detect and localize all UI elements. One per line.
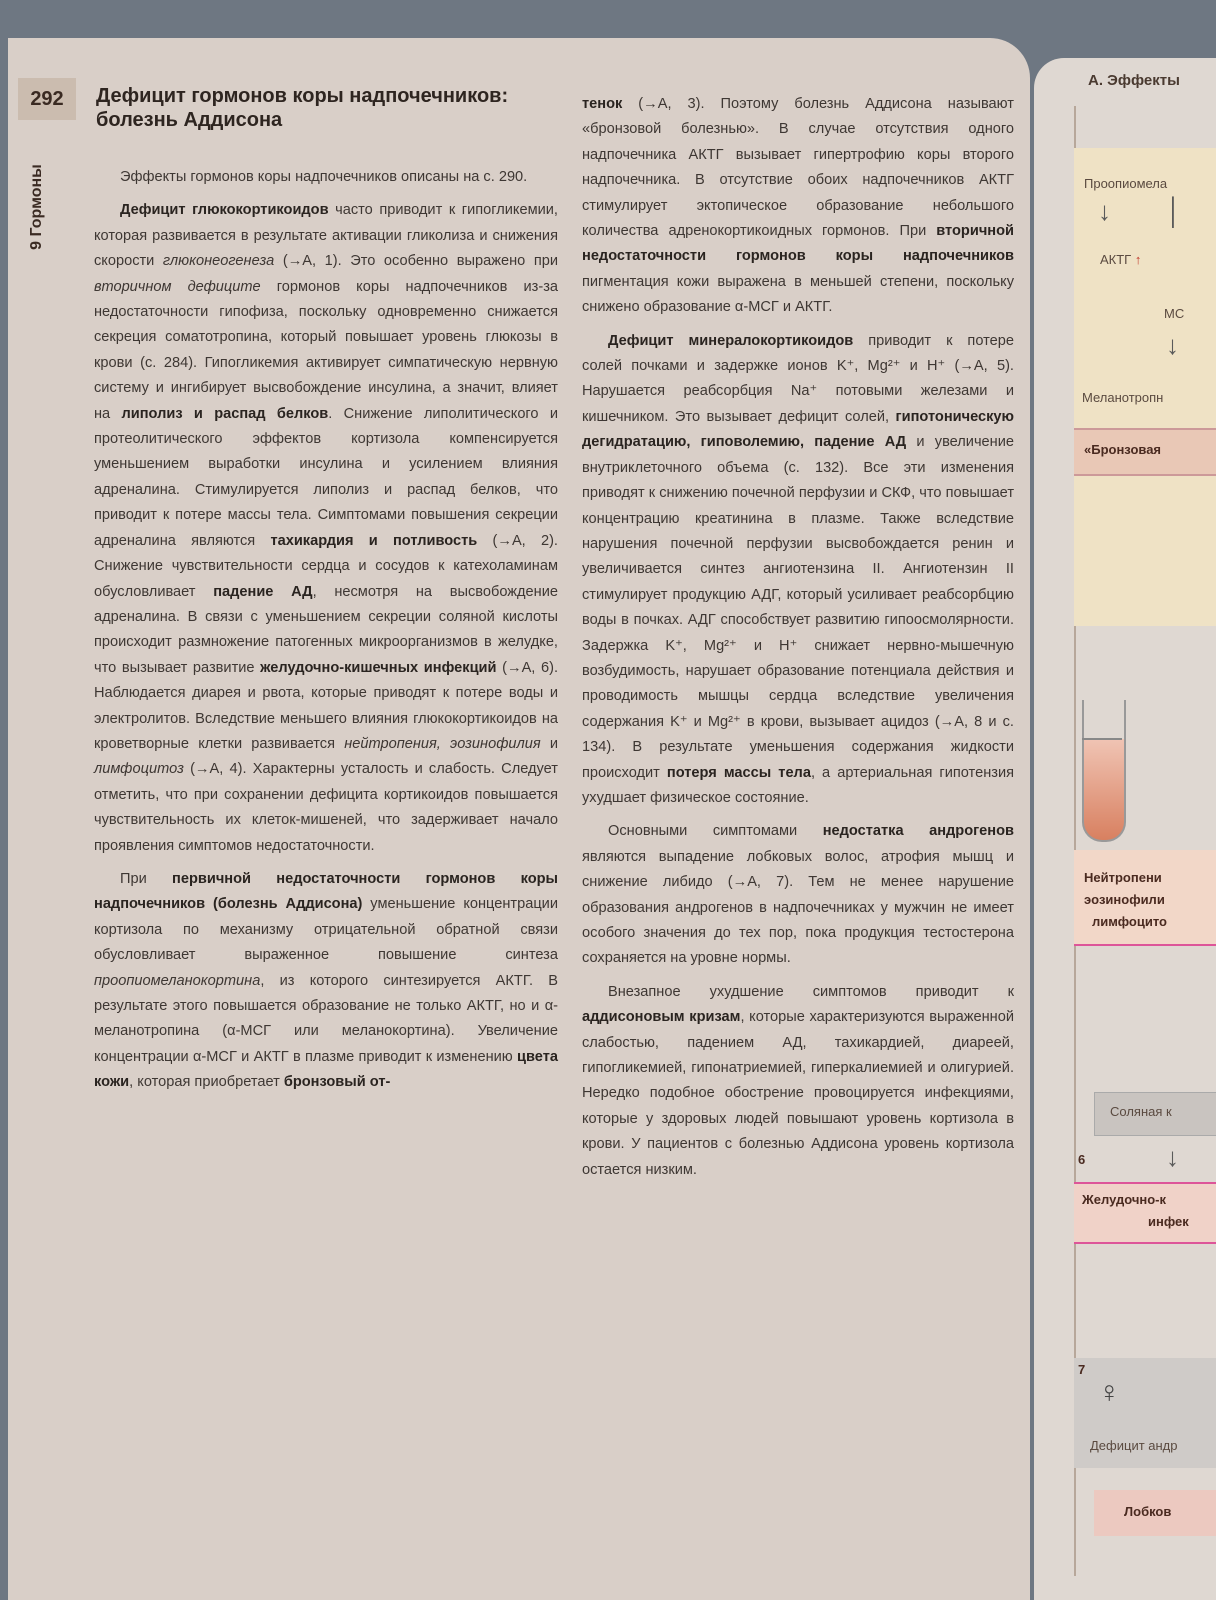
bold-term: потеря массы тела bbox=[666, 764, 811, 781]
text-run: (→А, 4). Характерны усталость и слабость. Следует отметить, что при сохранении дефицита кортикоидов повышается чувствительность их клеток-мишеней, что задерживает начало проявления симптомов недостаточности. bbox=[94, 761, 558, 854]
continued-paragraph bbox=[582, 92, 1014, 321]
right-column bbox=[582, 92, 1014, 1191]
eosinophilia-label: эозинофили bbox=[1084, 892, 1165, 907]
up-arrow-icon: ↑ bbox=[1134, 252, 1142, 267]
msh-label: МС bbox=[1164, 306, 1185, 321]
actg-text: АКТГ bbox=[1100, 252, 1132, 267]
androgen-paragraph bbox=[582, 819, 1014, 971]
crisis-paragraph bbox=[582, 980, 1014, 1183]
text-run: . Снижение липолитического и протеолитического эффектов кортизола компенсируется уменьшением выработки инсулина и усилением влияния адреналина. Стимулируется липолиз и распад белков, что приводит к потере массы тела. Симптомами повышения секреции адреналина являются bbox=[94, 405, 559, 549]
text-run: уменьшение концентрации кортизола по механизму отрицательной обратной связи обусловливает выраженное повышение синтеза bbox=[94, 896, 558, 964]
bold-term: липолиз и распад белков bbox=[121, 405, 329, 422]
down-arrow-icon: ↓ bbox=[1098, 196, 1111, 226]
text-run: (→А, 3). Поэтому болезнь Аддисона называют «бронзовой болезнью». В случае отсутствия одного надпочечника АКТГ вызывает гипертрофию коры второго надпочечника. В отсутствие обоих надпочечников АКТГ стимулирует эктопическое образование небольшого количества адренокортикоидных гормонов. При bbox=[582, 96, 1014, 240]
tube-level-line bbox=[1082, 738, 1122, 740]
bold-term: гипотоническую дегидратацию, гиповолемию, падение АД bbox=[582, 408, 1014, 451]
gi-label-line2: инфек bbox=[1148, 1214, 1189, 1229]
figure-marker-6: 6 bbox=[1078, 1152, 1086, 1167]
italic-term: лимфоцитоз bbox=[94, 761, 184, 778]
bold-term: вторичной недостаточности гормонов коры надпочечников bbox=[582, 223, 1014, 265]
text-run: (→А, 2). Снижение чувствительности сердца и сосудов к катехоламинам обусловливает bbox=[94, 532, 558, 600]
text-run: , из которого синтезируется АКТГ. В результате этого повышается образование не только АКТГ, но и α-меланотропина (α-МСГ или меланокортина). Увеличение концентрации α-МСГ и АКТГ в плазме приводит к изменению bbox=[94, 972, 558, 1065]
bold-term: первичной недостаточности гормонов коры надпочечников (болезнь Аддисона) bbox=[94, 870, 558, 913]
italic-term: нейтропения, эозинофилия bbox=[344, 735, 541, 752]
text-run: Внезапное ухудшение симптомов приводит к bbox=[608, 983, 1014, 1000]
page-number: 292 bbox=[18, 78, 76, 120]
lymphocytosis-label: лимфоцито bbox=[1092, 914, 1167, 929]
mineralocorticoid-paragraph bbox=[582, 329, 1014, 812]
figure-header: А. Эффекты bbox=[1088, 72, 1180, 89]
hcl-label: Соляная к bbox=[1110, 1104, 1172, 1119]
bold-term: цвета кожи bbox=[94, 1048, 558, 1091]
down-arrow-icon: ↓ bbox=[1166, 1142, 1179, 1172]
text-run: и bbox=[540, 735, 558, 752]
melanotropin-label: Меланотропн bbox=[1082, 390, 1164, 405]
gi-label-line1: Желудочно-к bbox=[1082, 1192, 1167, 1207]
text-run: приводит к потере солей почками и задержке ионов K⁺, Mg²⁺ и H⁺ (→А, 5). Нарушается реабсорбция Na⁺ потовыми железами и кишечником. Это вызывает дефицит солей, bbox=[582, 332, 1014, 425]
italic-term: глюконеогенеза bbox=[162, 253, 275, 270]
figure-marker-7: 7 bbox=[1078, 1362, 1086, 1377]
bold-term: Дефицит минералокортикоидов bbox=[608, 332, 854, 349]
bold-term: Дефицит глюкокортикоидов bbox=[120, 202, 329, 219]
down-arrow-icon: ↓ bbox=[1166, 330, 1179, 360]
text-run: являются выпадение лобковых волос, атрофия мышц и снижение либидо (→А, 7). Тем не менее нарушение образования андрогенов в надпочечниках у мужчин не имеет особого значения до тех пор, пока продукция тестостерона сохраняется на уровне нормы. bbox=[582, 848, 1014, 967]
proopiomelanocortin-label: Проопиомела bbox=[1084, 176, 1168, 191]
addison-paragraph bbox=[94, 867, 558, 1096]
left-column bbox=[94, 165, 558, 1104]
bold-term: падение АД bbox=[213, 583, 313, 600]
intro-paragraph: Эффекты гормонов коры надпочечников описаны на с. 290. bbox=[120, 169, 528, 185]
italic-term: вторичном дефиците bbox=[94, 278, 261, 295]
bronze-label: «Бронзовая bbox=[1084, 442, 1162, 457]
neutropenia-label: Нейтропени bbox=[1084, 870, 1162, 885]
text-run: При bbox=[120, 870, 173, 887]
test-tube-icon bbox=[1082, 700, 1126, 842]
androgen-deficit-label: Дефицит андр bbox=[1090, 1438, 1178, 1453]
text-run: , а артериальная гипотензия ухудшает физическое состояние. bbox=[582, 764, 1015, 806]
bold-term: тенок bbox=[582, 96, 623, 112]
text-run: (→А, 6). Наблюдается диарея и рвота, которые приводят к потере воды и электролитов. Вследствие меньшего влияния глюкокортикоидов на кроветворные клетки развивается bbox=[94, 659, 558, 752]
figure-yellow-panel bbox=[1074, 148, 1216, 626]
text-run: пигментация кожи выражена в меньшей степени, поскольку снижено образование α-МСГ и АКТГ. bbox=[582, 273, 1014, 316]
bold-term: бронзовый от- bbox=[283, 1074, 391, 1091]
text-run: , несмотря на высвобождение адреналина. В связи с уменьшением секреции соляной кислоты происходит размножение патогенных микроорганизмов в желудке, что вызывает развитие bbox=[94, 583, 559, 676]
chapter-side-label bbox=[12, 150, 62, 270]
page-title: Дефицит гормонов коры надпочечников: болезнь Аддисона bbox=[96, 85, 509, 131]
bold-term: аддисоновым кризам bbox=[582, 1009, 741, 1026]
text-run: (→А, 1). Это особенно выражено при bbox=[274, 253, 558, 270]
text-run: , которая приобретает bbox=[129, 1074, 284, 1091]
bold-term: недостатка андрогенов bbox=[822, 823, 1014, 840]
text-run: и увеличение внутриклеточного объема (с. 132). Все эти изменения приводят к снижению почечной перфузии и СКФ, что повышает концентрацию креатинина в плазме. Также вследствие нарушения почечной перфузии высвобождается ренин и увеличивается синтез ангиотензина II. Ангиотензин II стимулирует продукцию АДГ, который усиливает реабсорбцию воды в почках. АДГ способствует развитию гипоосмолярности. Задержка K⁺, Mg²⁺ и H⁺ снижает нервно-мышечную возбудимость, нарушает образование потенциала действия и проводимость мышцы сердца вследствие увеличения содержания K⁺ и Mg²⁺ в крови, вызывает ацидоз (→А, 8 и с. 134). В результате уменьшения содержания жидкости происходит bbox=[582, 434, 1014, 781]
female-symbol-icon: ♀ bbox=[1098, 1376, 1121, 1409]
actg-label bbox=[1100, 252, 1141, 267]
text-run: Основными симптомами bbox=[608, 823, 823, 840]
bold-term: тахикардия и потливость bbox=[270, 532, 478, 549]
text-run: , которые характеризуются выраженной слабостью, падением АД, тахикардией, диареей, гипогликемией, гипонатриемией, гиперкалиемией и олигурией. Нередко подобное обострение провоцируется инфекциями, которые у здоровых людей повышают уровень кортизола в крови. У пациентов с болезнью Аддисона уровень кортизола остается низким. bbox=[582, 1009, 1015, 1178]
vertical-line-icon: │ bbox=[1166, 196, 1183, 226]
chapter-label-text: 9 Гормоны bbox=[28, 164, 45, 250]
bold-term: желудочно-кишечных инфекций bbox=[260, 659, 497, 676]
italic-term: проопиомеланокортина bbox=[94, 972, 261, 989]
text-run: часто приводит к гипогликемии, которая развивается в результате активации гликолиза и снижения скорости bbox=[94, 202, 558, 270]
text-run: гормонов коры надпочечников из-за недостаточности гипофиза, поскольку одновременно снижается секреция соматотропина, который повышает уровень глюкозы в крови (с. 284). Гипогликемия активирует симпатическую нервную систему и ингибирует высвобождение инсулина, а значит, влияет на bbox=[94, 278, 559, 422]
glucocorticoid-paragraph bbox=[94, 198, 558, 859]
pubic-hair-label: Лобков bbox=[1124, 1504, 1172, 1519]
